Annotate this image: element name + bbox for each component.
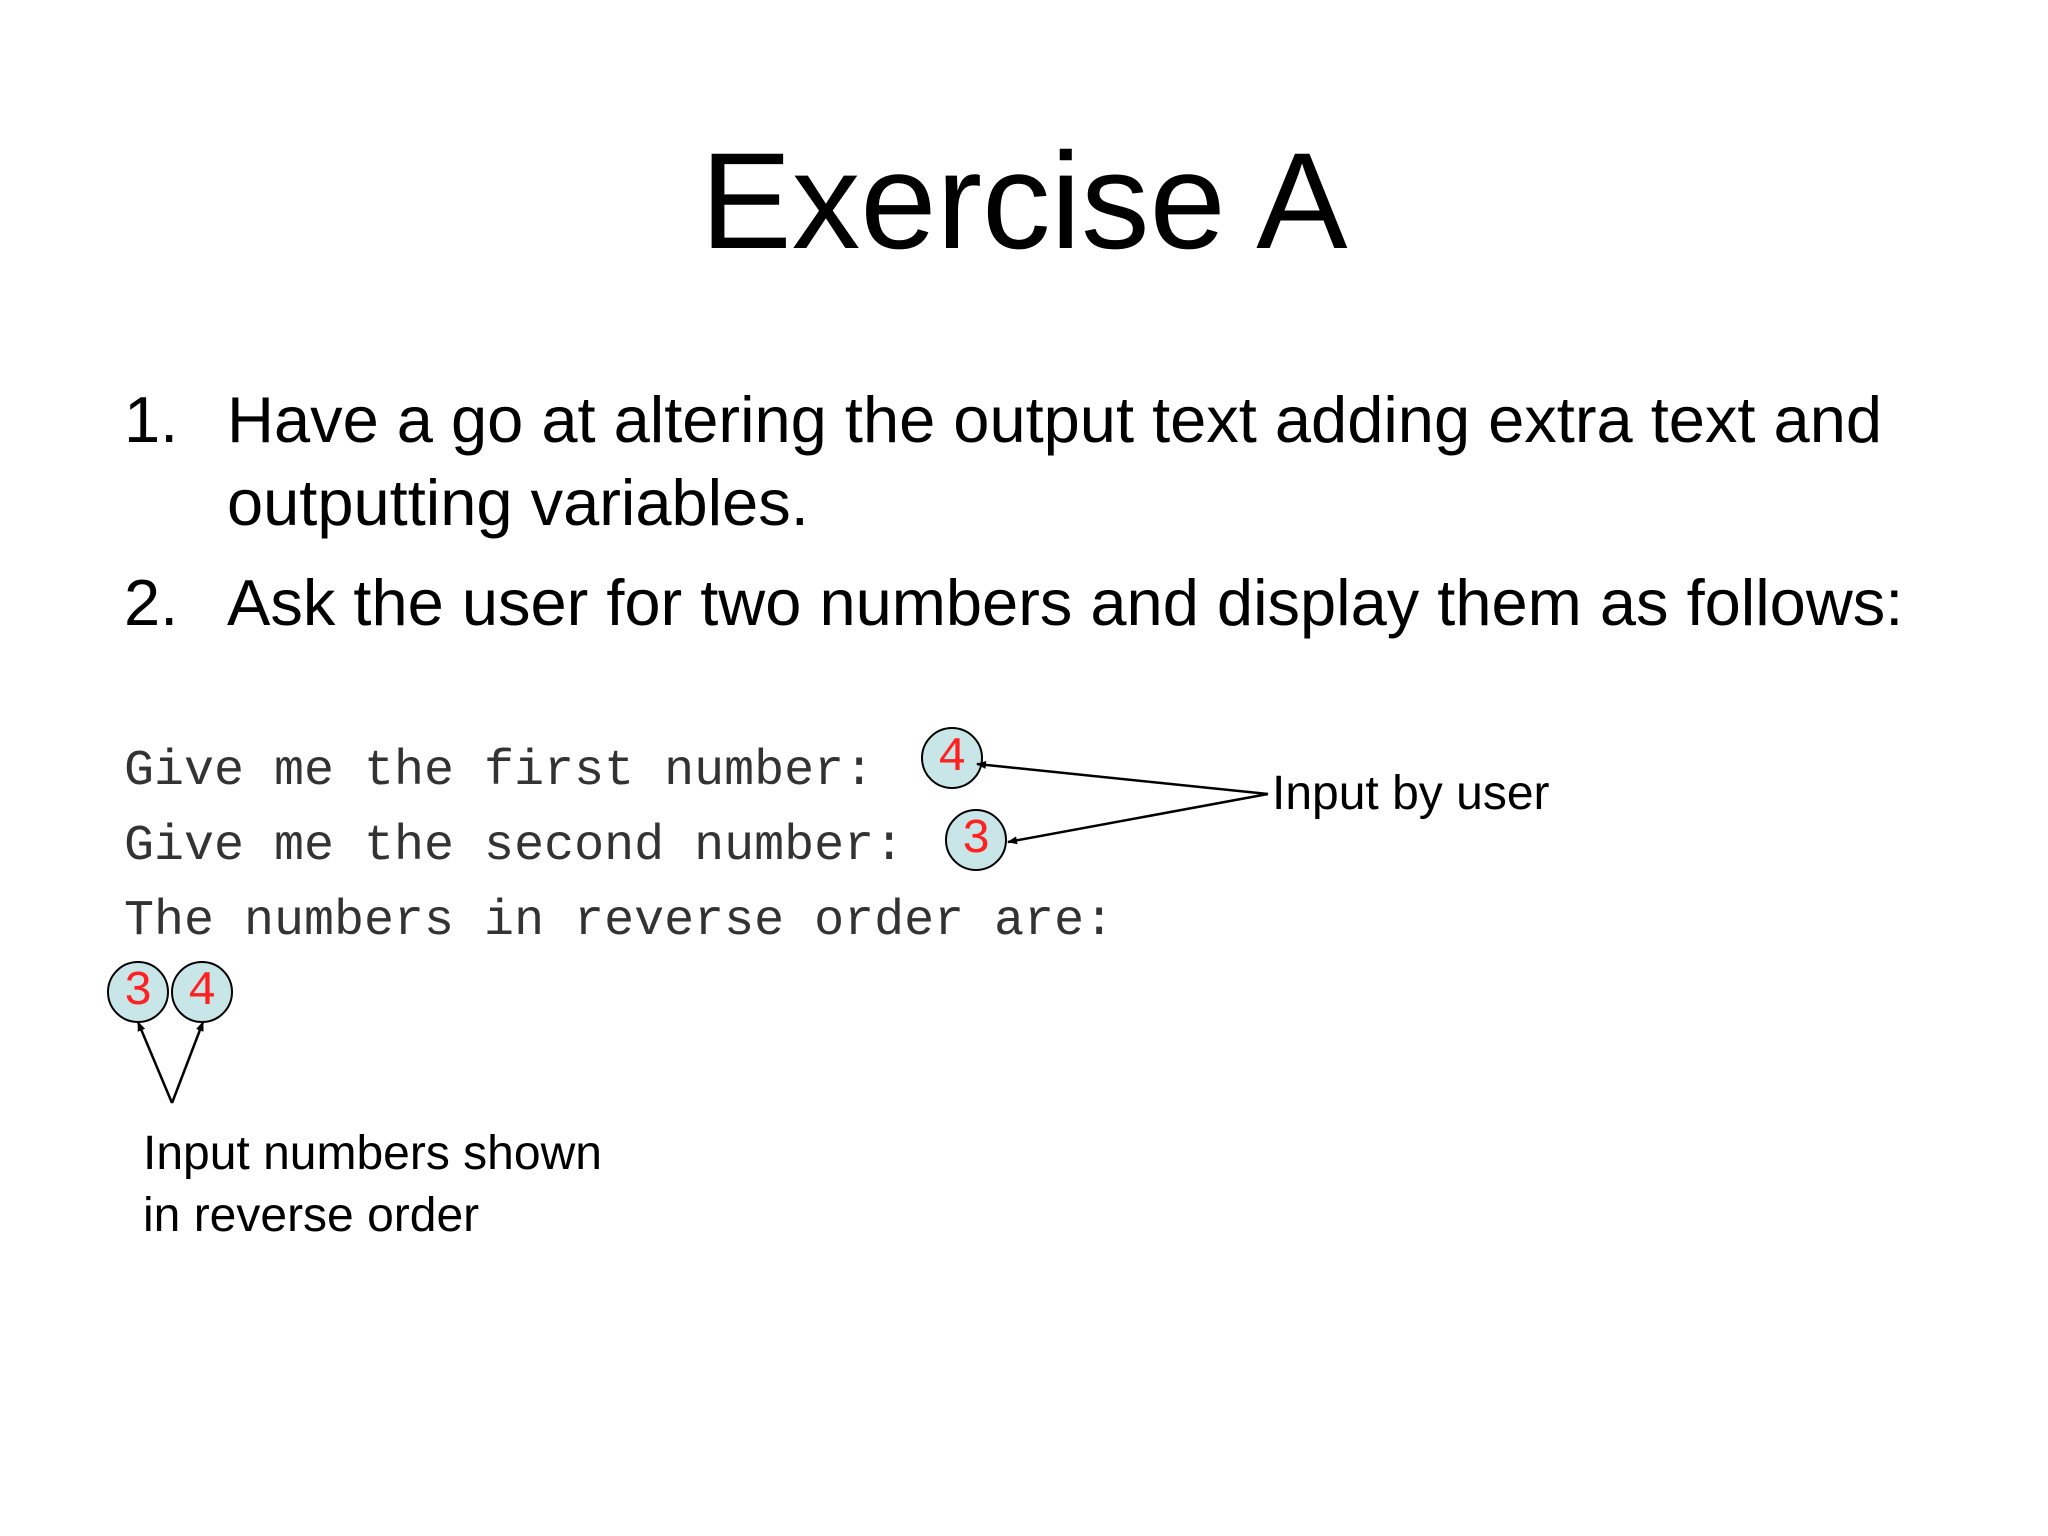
first-input-bubble: 4 [921, 727, 983, 789]
console-line-reverse-label: The numbers in reverse order are: [124, 893, 1115, 950]
arrow-to-output-first [138, 1022, 172, 1103]
list-item-1-text: Have a go at altering the output text adding extra text and outputting variables. [227, 383, 1882, 539]
arrow-to-second-input [1008, 794, 1268, 842]
callout-input-by-user: Input by user [1272, 767, 1550, 820]
list-item-1-number: 1. [124, 383, 179, 456]
console-line-second-prompt: Give me the second number: [124, 818, 905, 875]
console-line-first-prompt: Give me the first number: [124, 743, 875, 800]
output-second-bubble: 4 [171, 961, 233, 1023]
output-first-bubble: 3 [107, 961, 169, 1023]
second-input-bubble: 3 [945, 809, 1007, 871]
list-item-2-text: Ask the user for two numbers and display them as follows: [227, 566, 1904, 639]
arrow-to-first-input [977, 764, 1268, 794]
callout-reverse-line-2: in reverse order [143, 1189, 480, 1242]
arrow-to-output-second [172, 1022, 203, 1103]
slide-title: Exercise A [700, 125, 1348, 278]
list-item-2-number: 2. [124, 566, 179, 639]
callout-reverse-line-1: Input numbers shown [143, 1127, 602, 1180]
